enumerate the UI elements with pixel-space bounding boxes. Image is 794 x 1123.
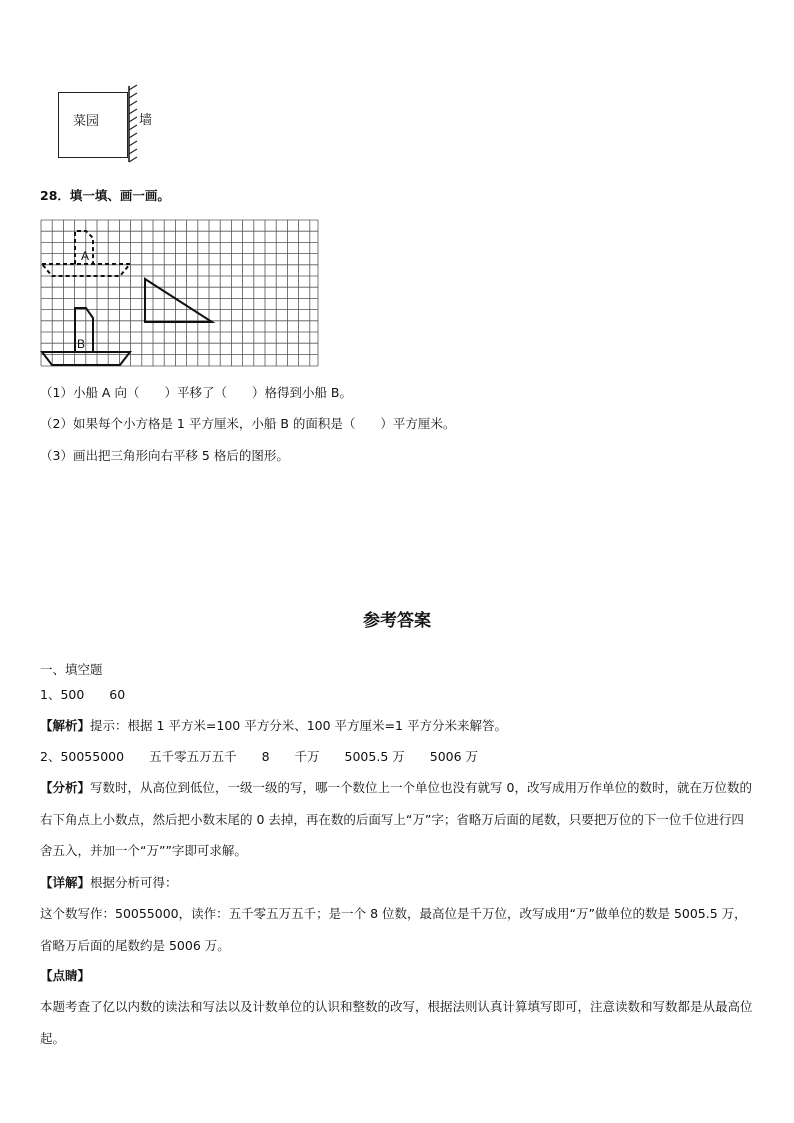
question-28-item-1: （1）小船 A 向（ ）平移了（ ）格得到小船 B。 bbox=[40, 385, 353, 400]
analysis-tag: 【解析】 bbox=[40, 718, 91, 733]
xiangjie-text: 根据分析可得： bbox=[90, 875, 178, 890]
answer-1: 1、500 60 bbox=[40, 687, 126, 702]
question-28-title: 28．填一填、画一画。 bbox=[40, 188, 170, 203]
triangle bbox=[145, 279, 212, 322]
dianjing-tag: 【点睛】 bbox=[40, 968, 91, 983]
section-heading: 一、填空题 bbox=[40, 662, 103, 677]
boat-b-label: B bbox=[77, 337, 86, 351]
wall-hatch bbox=[124, 84, 140, 164]
fenxi-tag: 【分析】 bbox=[40, 780, 91, 795]
boat-a-label: A bbox=[81, 249, 90, 263]
answer-2-xiangjie-body: 这个数写作：50055000，读作：五千零五万五千；是一个 8 位数，最高位是千万位，改写成用“万”做单位的数是 5005.5 万，省略万后面的尾数约是 5006 万。 bbox=[40, 906, 747, 953]
answer-2-fenxi bbox=[40, 772, 756, 867]
fenxi-text: 写数时，从高位到低位，一级一级的写，哪一个数位上一个单位也没有就写 0，改写成用万作单位的数时，就在万位数的右下角点上小数点，然后把小数末尾的 0 去掉，再在数的后面写上“万”字；省略万后面的尾数，只要把万位的下一位千位进行四舍五入，并加一个“万””字即可求解。 bbox=[40, 780, 752, 858]
grid-figure bbox=[40, 219, 320, 369]
question-28-item-3: （3）画出把三角形向右平移 5 格后的图形。 bbox=[40, 448, 289, 463]
answer-2: 2、50055000 五千零五万五千 8 千万 5005.5 万 5006 万 bbox=[40, 749, 479, 764]
xiangjie-tag: 【详解】 bbox=[40, 875, 91, 890]
question-28-item-2: （2）如果每个小方格是 1 平方厘米，小船 B 的面积是（ ）平方厘米。 bbox=[40, 416, 456, 431]
wall-label: 墙 bbox=[139, 113, 153, 128]
answer-2-dianjing: 本题考查了亿以内数的读法和写法以及计数单位的认识和整数的改写，根据法则认真计算填写即可，注意读数和写数都是从最高位起。 bbox=[40, 999, 753, 1046]
answer-2-xiangjie bbox=[40, 874, 178, 892]
analysis-text: 提示：根据 1 平方米=100 平方分米、100 平方厘米=1 平方分米来解答。 bbox=[90, 718, 507, 733]
answers-title: 参考答案 bbox=[363, 611, 431, 631]
answer-1-analysis bbox=[40, 717, 507, 735]
garden-label: 菜园 bbox=[73, 114, 100, 129]
